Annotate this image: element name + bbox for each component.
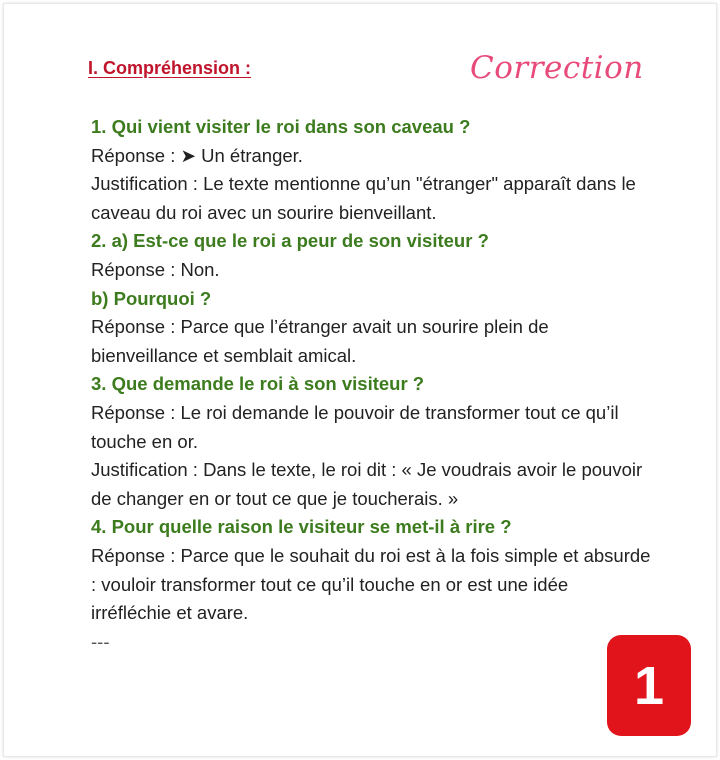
answer-4: Réponse : Parce que le souhait du roi est à la fois simple et absurde : vouloir transformer tout ce qu’il touche en or est une idée irréfléchie et avare.	[91, 544, 651, 624]
correction-stamp: Correction	[470, 50, 644, 86]
answer-3: Réponse : Le roi demande le pouvoir de transformer tout ce qu’il touche en or.	[91, 401, 619, 452]
page-number-badge: 1	[607, 635, 691, 736]
question-2a: 2. a) Est-ce que le roi a peur de son visiteur ?	[91, 230, 489, 252]
answer-2a: Réponse : Non.	[91, 258, 220, 280]
justification-1: Justification : Le texte mentionne qu’un "étranger" apparaît dans le caveau du roi avec un sourire bienveillant.	[91, 173, 636, 223]
question-1: 1. Qui vient visiter le roi dans son caveau ?	[91, 116, 471, 137]
question-4: 4. Pour quelle raison le visiteur se met-il à rire ?	[91, 516, 512, 538]
answer-1: Réponse : ➤ Un étranger.	[91, 144, 303, 166]
justification-3: Justification : Dans le texte, le roi dit : « Je voudrais avoir le pouvoir de changer en or tout ce que je toucherais. »	[91, 459, 643, 509]
document-page	[3, 3, 717, 757]
separator: ---	[91, 630, 110, 652]
questions-content	[91, 113, 651, 656]
answer-2b: Réponse : Parce que l’étranger avait un sourire plein de bienveillance et semblait amical.	[91, 316, 549, 366]
question-2b: b) Pourquoi ?	[91, 287, 212, 309]
section-title: I. Compréhension :	[88, 58, 252, 78]
question-3: 3. Que demande le roi à son visiteur ?	[91, 373, 425, 395]
